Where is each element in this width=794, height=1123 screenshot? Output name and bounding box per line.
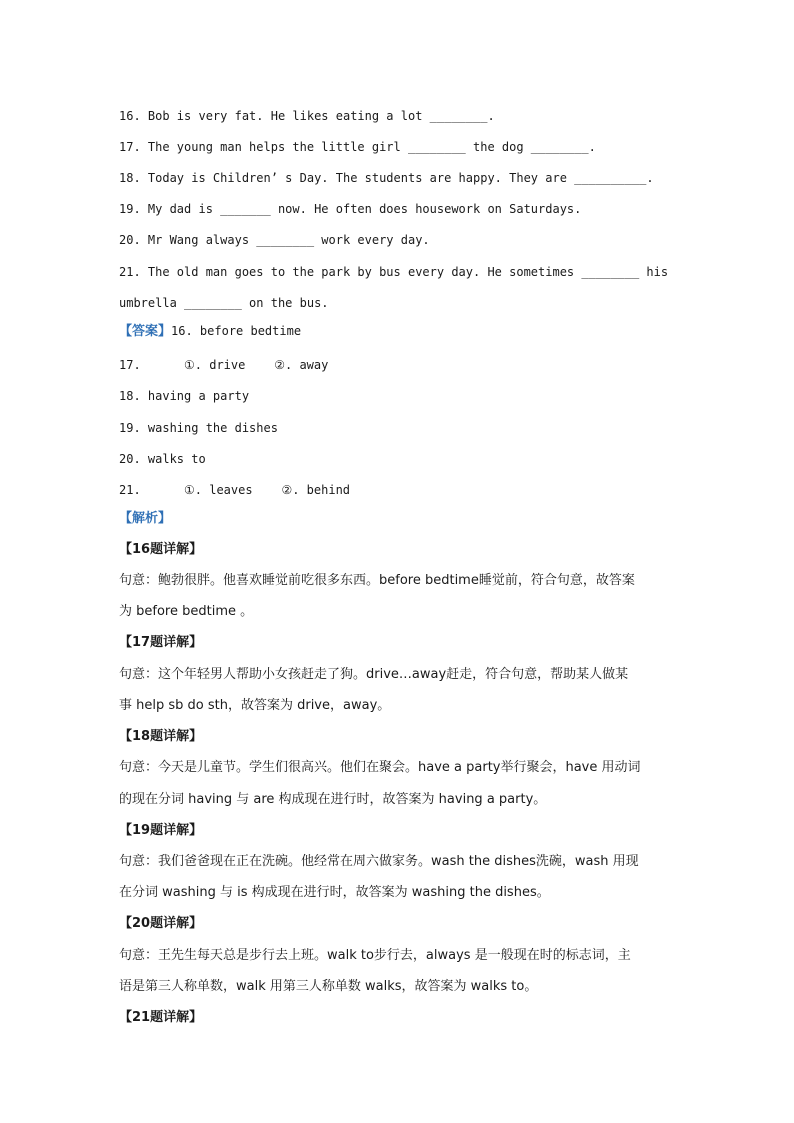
explanation-17-line1: 句意：这个年轻男人帮助小女孩赶走了狗。drive…away赶走，符合句意，帮助某人做某 <box>119 667 629 682</box>
answer-label: 【答案】 <box>119 324 172 339</box>
answer-18: 18. having a party <box>119 389 250 403</box>
section-heading-18: 【18题详解】 <box>119 729 203 744</box>
explanation-19-line1: 句意：我们爸爸现在正在洗碗。他经常在周六做家务。wash the dishes洗碗，wash 用现 <box>119 854 639 869</box>
answer-17: 17. ①. drive ②. away <box>119 358 329 372</box>
analysis-label: 【解析】 <box>119 511 172 526</box>
explanation-18-line1: 句意：今天是儿童节。学生们很高兴。他们在聚会。have a party举行聚会，have 用动词 <box>119 760 641 775</box>
section-heading-21: 【21题详解】 <box>119 1010 203 1025</box>
explanation-17-line2: 事 help sb do sth，故答案为 drive，away。 <box>119 698 391 713</box>
question-16: 16. Bob is very fat. He likes eating a lot ________. <box>119 109 495 123</box>
question-18: 18. Today is Children’ s Day. The students are happy. They are __________. <box>119 171 654 185</box>
explanation-20-line1: 句意：王先生每天总是步行去上班。walk to步行去，always 是一般现在时的标志词，主 <box>119 948 631 963</box>
answer-21: 21. ①. leaves ②. behind <box>119 483 351 497</box>
question-20: 20. Mr Wang always ________ work every day. <box>119 233 430 247</box>
explanation-19-line2: 在分词 washing 与 is 构成现在进行时，故答案为 washing the dishes。 <box>119 885 550 900</box>
section-heading-17: 【17题详解】 <box>119 635 203 650</box>
explanation-18-line2: 的现在分词 having 与 are 构成现在进行时，故答案为 having a party。 <box>119 792 547 807</box>
section-heading-16: 【16题详解】 <box>119 542 203 557</box>
explanation-16-line2: 为 before bedtime 。 <box>119 604 254 619</box>
question-17: 17. The young man helps the little girl ________ the dog ________. <box>119 140 596 154</box>
question-21: 21. The old man goes to the park by bus every day. He sometimes ________ his <box>119 265 669 279</box>
explanation-20-line2: 语是第三人称单数，walk 用第三人称单数 walks，故答案为 walks to。 <box>119 979 538 994</box>
question-21-continued: umbrella ________ on the bus. <box>119 296 329 310</box>
section-heading-20: 【20题详解】 <box>119 916 203 931</box>
answer-19: 19. washing the dishes <box>119 421 278 435</box>
section-heading-19: 【19题详解】 <box>119 823 203 838</box>
answer-20: 20. walks to <box>119 452 206 466</box>
answer-16: 16. before bedtime <box>171 324 302 338</box>
explanation-16-line1: 句意：鲍勃很胖。他喜欢睡觉前吃很多东西。before bedtime睡觉前，符合句意，故答案 <box>119 573 635 588</box>
question-19: 19. My dad is _______ now. He often does housework on Saturdays. <box>119 202 582 216</box>
answer-line-16 <box>119 323 301 340</box>
